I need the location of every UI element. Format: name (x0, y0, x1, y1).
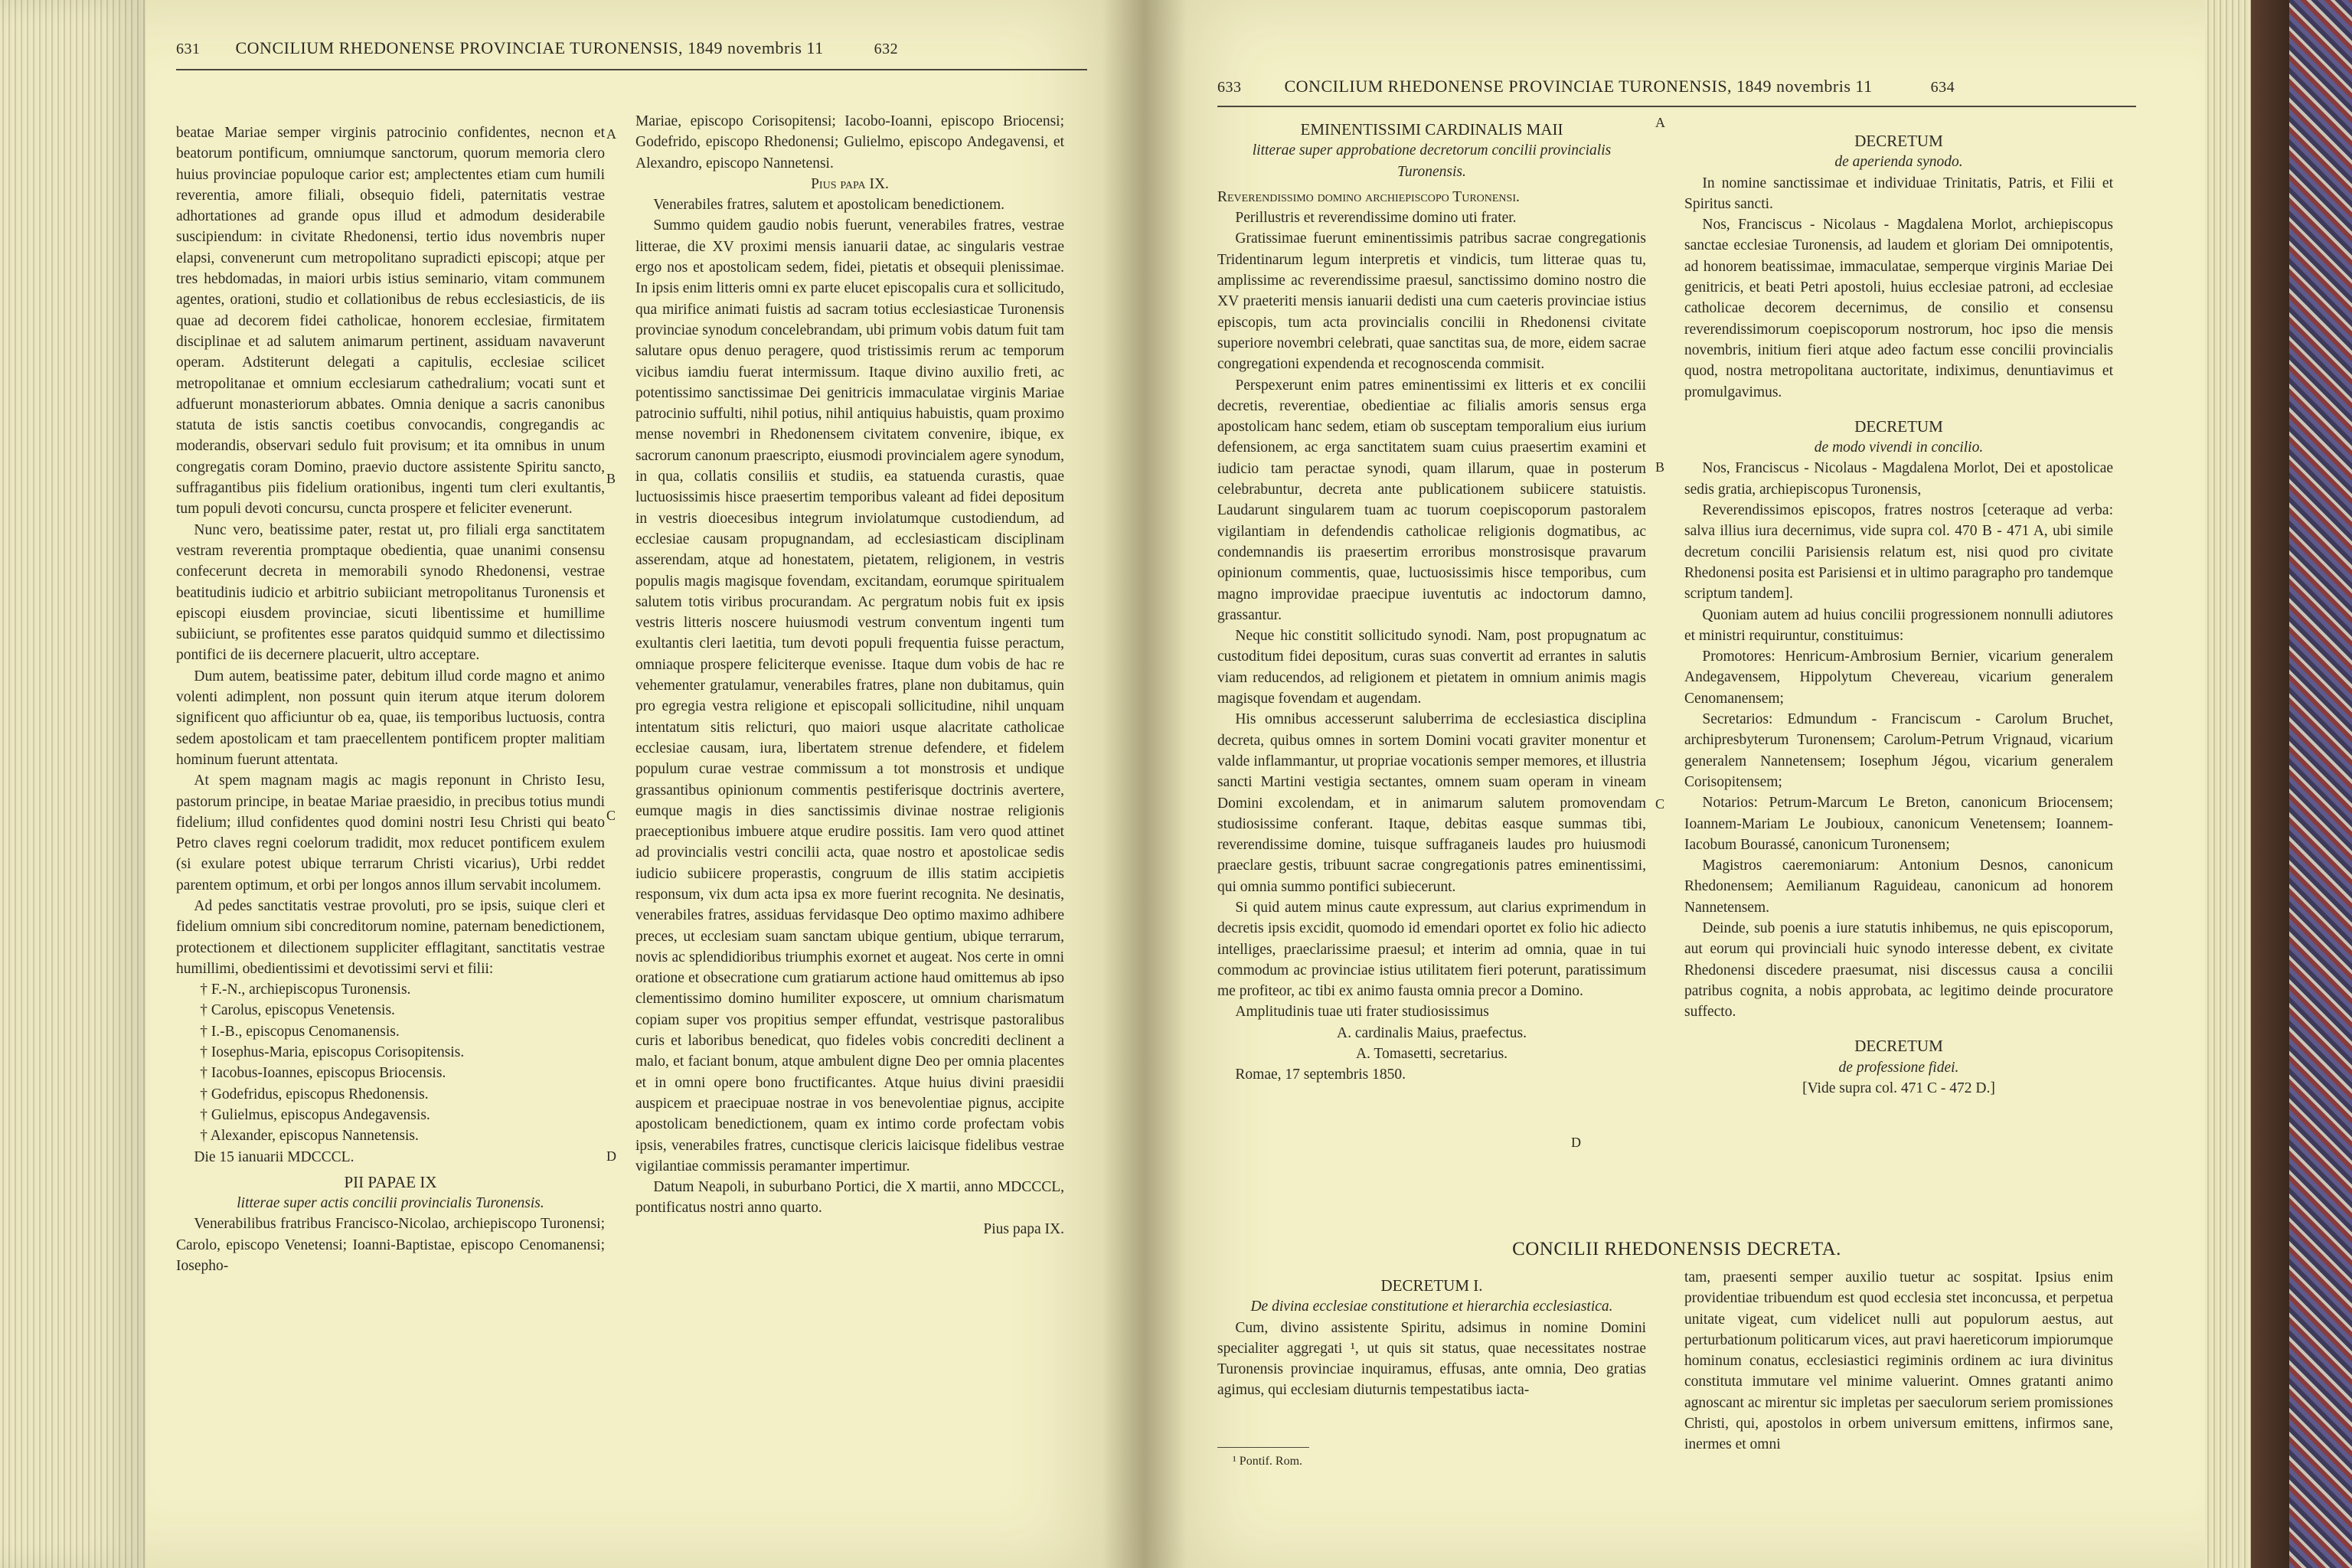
decretum-heading: DECRETUM I. (1380, 1276, 1483, 1295)
paragraph: Nos, Franciscus - Nicolaus - Magdalena Morlot, archiepiscopus sanctae ecclesiae Turonensis, ad laudem et gloriam Dei omnipotentis, ad honorem beatissimae, immaculatae, semperque virginis Mariae Dei genitricis, et beati Petri apostoli, huius ecclesiae patroni, ad ecclesiae catholicae decorem decernimus, de consilio et consensu reverendissimorum coepiscoporum nostrorum, hoc ipso die mensis novembris, initium fieri atque adeo factum esse concilii provincialis quod, nostra metropolitana auctoritate, indiximus, denuntiavimus et promulgavimus. (1684, 217, 2113, 400)
margin-marker: D (1571, 1135, 1581, 1150)
footnote: ¹ Pontif. Rom. (1233, 1455, 1303, 1468)
paragraph: Si quid autem minus caute expressum, aut clarius exprimendum in decretis ipsis excidit, quomodo id emendari oportet ex folio hic adiecto intelliges, praeclarissime praesul; et interim ad omnia, quae in tui commodum ac provinciae istius utilitatem fieri poterunt, paratissimum me profiteor, ac tibi ex animo fausta omnia precor a Domino. (1217, 899, 1646, 1000)
decreta-heading-block (1217, 1233, 2136, 1264)
decretum-heading: DECRETUM (1854, 132, 1943, 150)
decreta-heading: CONCILII RHEDONENSIS DECRETA. (1512, 1239, 1841, 1259)
paragraph: Deinde, sub poenis a iure statutis inhibemus, ne quis episcoporum, aut eorum qui provinciali huic synodo interesse debent, ex civitate Rhedonensi discedere praesumat, nisi discessus causa a concilii patribus cognita, a nobis approbata, ac legitimo deinde procuratore suffecto. (1684, 920, 2113, 1021)
left-header (176, 38, 898, 58)
section-subheading: litterae super actis concilii provincialis Turonensis. (237, 1195, 544, 1212)
header-rule (176, 69, 1087, 70)
header-rule (1217, 106, 2136, 107)
right-page-edges (2205, 0, 2251, 1568)
paragraph: Perillustris et reverendissime domino uti frater. (1235, 210, 1517, 227)
left-page-edges (0, 0, 145, 1568)
margin-marker: C (606, 808, 616, 823)
right-column-d (1684, 126, 2113, 1099)
cross-reference: [Vide supra col. 471 C - 472 D.] (1802, 1080, 1995, 1097)
right-page (1141, 0, 2205, 1568)
left-column-b (635, 111, 1064, 1240)
decretum-subheading: de modo vivendi in concilio. (1814, 439, 1984, 456)
decretum-i-block (1217, 1271, 1646, 1401)
paragraph: Magistros caeremoniarum: Antonium Desnos, canonicum Rhedonensem; Aemilianum Raguideau, canonicum ad honorem Nannetensem. (1684, 858, 2113, 916)
decretum-heading: DECRETUM (1854, 1037, 1943, 1056)
left-column-a (176, 122, 605, 1276)
decretum-heading: DECRETUM (1854, 416, 1943, 436)
right-header (1217, 77, 1955, 96)
date-line: Die 15 ianuarii MDCCCL. (194, 1148, 354, 1165)
patterned-cloth (2289, 0, 2352, 1568)
decretum-subheading: de professione fidei. (1838, 1059, 1959, 1076)
paragraph: Mariae, episcopo Corisopitensi; Iacobo-Ioanni, episcopo Briocensi; Godefrido, episcopo Rhedonensi; Gulielmo, episcopo Andegavensi, et Alexandro, episcopo Nannetensi. (635, 113, 1064, 172)
paragraph: Dum autem, beatissime pater, debitum illud corde magno et animo volenti adimplent, non possunt quin iterum atque iterum dolorem significent quo afficiuntur ob ea, quae, iis temporibus luctuosis, contra sedem apostolicam et tam praecellentem pontificem propter malitiam hominum fuerunt attentata. (176, 668, 605, 768)
paragraph: Nunc vero, beatissime pater, restat ut, pro filiali erga sanctitatem vestram reverentia promptaque obedientia, quae unanimi consensu confecerunt decreta in memorabili synodo Rhedonensi, vestrae beatitudinis iudicio et arbitrio subiiciant metropolitanus Turonensis et episcopi eiusdem provinciae, sicuti libentissime et humillime subiiciunt, se profitentes esse paratos quidquid summo et dilectissimo pontifici de iis decernere placuerit, ultro acceptare. (176, 521, 605, 664)
paragraph: Nos, Franciscus - Nicolaus - Magdalena Morlot, Dei et apostolicae sedis gratia, archiepiscopus Turonensis, (1684, 460, 2113, 498)
paragraph: Summo quidem gaudio nobis fuerunt, venerabiles fratres, vestrae litterae, die XV proximi mensis ianuarii datae, ac singularis vestrae ergo nos et apostolicam sedem, fidei, pietatis et obsequii plenissimae. In ipsis enim litteris omni ex parte elucet episcopalis cura et sollicitudo, qua mirifice animati fuistis ad sacram totius ecclesiasticae Turonensis provinciae synodum concelebrandam, ubi primum vobis datum fuit tam salutare opus denuo peragere, quod tristissimis rerum ac temporum vicibus iamdiu fuerat intermissum. Itaque divino auxilio freti, ac potentissimo sanctissimae Dei genitricis immaculatae virginis Mariae patrocinio suffulti, nihil potius, nihil antiquius habuistis, quam proximo mense novembri in Rhedonensem civitatem convenire, ibique, ex sacrorum canonum praescripto, eiusmodi provincialem agere synodum, in qua, collatis consiliis et studiis, ea statuenda curastis, quae luctuosissimis hisce praesertim temporibus valeant ad fidei depositum in vestris dioecesibus integrum inviolatumque custodiendum, ad ecclesiae causam propugnandam, ad ecclesiasticam disciplinam asserendam, atque ad honestatem, pietatem, religionem, in vestris populis magis magisque fovendam, excitandam, eorumque spiritualem salutem totis viribus procurandam. Ac pergratum nobis fuit ex ipsis vestris litteris noscere huiusmodi vestrum conventum ingenti tum exultantis cleri laetitia, tum devoti populi frequentia fuisse peractum, omniaque prospere feliciterque evenisse. Itaque dum vobis de hac re vehementer gratulamur, venerabiles fratres, plane non dubitamus, quin pro egregia vestra religione et episcopali sollicitudine, nihil unquam intentatum sitis relicturi, quo maiori usque alacritate catholicae ecclesiae causam, iura, libertatem strenue defendere, et fidelem populum curae vestrae commissum a tot monstrosis et undique grassantibus opinionum commentis pestiferisque doctrinis avertere, eumque magis in dies sanctissimis divinae nostrae religionis praeceptionibus imbuere atque erudire possitis. Iam vero quod attinet ad provincialis vestri concilii acta, quae nostro et apostolicae sedis iudicio subiicere properastis, congruum de illis statim accipietis responsum, vix dum acta ipsa ex more fuerint recognita. Ne desinatis, venerabiles fratres, assiduas fervidasque Deo optimo maximo adhibere preces, ut ecclesiam suam sanctam ubique gentium, ubique terrarum, novis ac splendidioribus triumphis exornet et augeat. Nos certe in omni oratione et obsecratione cum gratiarum actione haud omittemus ab ipso clementissimo domino humiliter exposcere, ut omnium charismatum copiam super vos propitius semper effundat, vestrisque pastoralibus curis et laboribus benedicat, quo fideles vobis concrediti declinent a malo, et faciant bonum, atque ambulent digne Deo per omnia placentes et in omni opere bono fructificantes. Atque huius divini praesidii auspicem et praecipuae nostrae in vos benevolentiae pignus, accipite apostolicam benedictionem, quam ex intimo corde profectam vobis ipsis, venerabiles fratres, cunctisque clericis laicisque fidelibus vestrae vigilantiae commissis peramanter impertimur. (635, 217, 1064, 1174)
signatory: † Godefridus, episcopus Rhedonensis. (200, 1086, 429, 1102)
column-number-634: 634 (1930, 79, 1955, 96)
paragraph: In nomine sanctissimae et individuae Trinitatis, Patris, et Filii et Spiritus sancti. (1684, 175, 2113, 212)
signature: Pius papa IX. (983, 1220, 1064, 1237)
running-title: CONCILIUM RHEDONENSE PROVINCIAE TURONENSIS, 1849 novembris 11 (1284, 77, 1873, 96)
signatory: † Iosephus-Maria, episcopus Corisopitensis. (200, 1044, 465, 1061)
paragraph: Promotores: Henricum-Ambrosium Bernier, vicarium generalem Andegavensem, Hippolytum Chevereau, vicarium generalem Cenomanensem; (1684, 648, 2113, 707)
decretum-subheading: De divina ecclesiae constitutione et hierarchia ecclesiastica. (1250, 1298, 1613, 1315)
paragraph: Quoniam autem ad huius concilii progressionem nonnulli adiutores et ministri requiruntur, constituimus: (1684, 606, 2113, 644)
addressee: Reverendissimo domino archiepiscopo Turonensi. (1217, 188, 1520, 205)
paragraph: beatae Mariae semper virginis patrocinio confidentes, necnon et beatorum pontificum, omniumque sanctorum, quorum memoria clero huius provinciae populoque carior est; amplectentes etiam cum humili reverentia, amore filiali, obsequio fideli, paternitatis vestrae adhortationes ad grande opus illud et admodum desiderabile suscipiendum: in civitate Rhedonensi, tertio idus novembris nuper elapsi, convenerunt cum metropolitano supradicti episcopi; atque per tres hebdomadas, in maiori urbis istius seminario, vitam communem agentes, orationi, studio et collationibus de rebus ecclesiasticis, de iis quae ad decorem fidei catholicae, honorem ecclesiae, firmitatem disciplinae et ad salutem animarum pertinent, assiduam navaverunt operam. Adstiterunt delegati a capitulis, ecclesiae scilicet metropolitanae et omnium ecclesiarum cathedralium; vocati sunt et adfuerunt monasteriorum abbates. Omnia denique a sacris canonibus statuta de istis sanctis coetibus convocandis, congregandis ac moderandis, observari sedulo fuit provisum; et ita omnibus in unum congregatis coram Domino, praevio ductore assistente Spiritu sancto, suffragantibus piis fidelium orationibus, ingenti tum cleri exultantis, tum populi devoti concursu, cuncta prospere et feliciter evenerunt. (176, 125, 605, 518)
decretum-subheading: de aperienda synodo. (1834, 154, 1963, 171)
paragraph: tam, praesenti semper auxilio tuetur ac sospitat. Ipsius enim providentiae tribuendum est quod ecclesia stet inconcussa, et perpetua unitate vigeat, cum videlicet nulli aut populorum aestus, aut perturbationum politicarum vices, aut pravi haereticorum impiorumque hominum conatus, ecclesiastici regiminis ordinem ac iura divinitus constituta immutare vel minime valuerint. Omnes gratanti animo agnoscant ac mirentur sic impletas per saeculorum seriem promissiones Christi, qui, apostolos in orbem universum emittens, infirmos sane, inermes et omni (1684, 1269, 2113, 1453)
column-number-633: 633 (1217, 79, 1242, 96)
paragraph: Notarios: Petrum-Marcum Le Breton, canonicum Briocensem; Ioannem-Mariam Le Joubioux, canonicum Venetensem; Ioannem-Iacobum Bourassé, canonicum Turonensem; (1684, 795, 2113, 853)
signature-heading: Pius papa IX. (811, 175, 889, 192)
paragraph: Cum, divino assistente Spiritu, adsimus in nomine Domini specialiter aggregati ¹, ut quis sit status, quae necessitates nostrae Turonensis provinciae inquiramus, effusas, ante omnia, Deo gratias agimus, qui ecclesiam diuturnis tempestatibus iacta- (1217, 1319, 1646, 1399)
signatory: † Carolus, episcopus Venetensis. (200, 1002, 395, 1019)
section-subheading: litterae super approbatione decretorum concilii provincialis Turonensis. (1252, 142, 1612, 180)
paragraph: Neque hic constitit sollicitudo synodi. Nam, post propugnatum ac custoditum fidei depositum, curas suas convertit ad errantes in salutis viam reducendos, ad religionem et pietatem in omnium animis magis magisque fovendam et augendam. (1217, 628, 1646, 707)
section-heading: EMINENTISSIMI CARDINALIS MAII (1300, 120, 1563, 139)
column-number-632: 632 (874, 41, 899, 57)
salutation: Venerabiles fratres, salutem et apostolicam benedictionem. (653, 197, 1005, 214)
margin-marker: C (1655, 796, 1665, 812)
margin-marker: D (606, 1148, 616, 1164)
footnote-rule (1217, 1447, 1309, 1448)
paragraph: His omnibus accesserunt saluberrima de ecclesiastica disciplina decreta, quibus omnes in sortem Domini vocati graviter monentur et valde inflammantur, ut propriae vocationis semper memores, et illustria sancti Martini vestigia sectantes, omnem suam operam in vineam Domini excolendam, et in animarum salutem promovendam studiosissime conferant. Itaque, debitas easque summas tibi, reverendissime domine, tuisque suffraganeis laudes pro huiusmodi praeclare gestis, tribuunt sacrae congregationis patres eminentissimi, qui omnia summo pontifici subiecerunt. (1217, 711, 1646, 895)
column-number-631: 631 (176, 41, 201, 57)
date-line: Romae, 17 septembris 1850. (1235, 1067, 1406, 1083)
margin-marker: B (1655, 459, 1665, 475)
section-heading: PII PAPAE IX (344, 1172, 437, 1191)
right-column-c (1217, 115, 1646, 1086)
paragraph: Secretarios: Edmundum - Franciscum - Carolum Bruchet, archipresbyterum Turonensem; Carolum-Petrum Vrignaud, vicarium generalem Nannetensem; Iosephum Jégou, vicarium generalem Corisopitensem; (1684, 711, 2113, 790)
signatory: † I.-B., episcopus Cenomanensis. (200, 1023, 400, 1040)
margin-marker: B (606, 471, 616, 486)
signature-line: A. cardinalis Maius, praefectus. (1337, 1024, 1527, 1041)
margin-marker: A (606, 126, 616, 142)
signatory: † Gulielmus, episcopus Andegavensis. (200, 1106, 430, 1123)
margin-marker: A (1655, 115, 1665, 130)
closing-line: Amplitudinis tuae uti frater studiosissimus (1235, 1004, 1489, 1021)
paragraph: Perspexerunt enim patres eminentissimi ex litteris et ex concilii decretis, reverentiae, obedientiae ac filialis amoris sensus erga apostolicam hanc sedem, etiam ob susceptam temporalium eius iurium defensionem, ac erga sanctitatem suam cuius praesertim examini et iudicio tam peractae synodi, quam illarum, quae in posterum celebrabuntur, decreta ante publicationem subiicere statuistis. Laudarunt singularem tuam ac tuorum coepiscoporum pastoralem vigilantiam in defendendis catholicae religionis dogmatibus, ac condemnandis iis praesertim erroribus monstrosisque pravarum opinionum commentis, quae, luctuosissimis hisce temporibus, cum magno improvidae praecipue iuventutis ac indoctorum damno, grassantur. (1217, 377, 1646, 623)
signature-line: A. Tomasetti, secretarius. (1355, 1046, 1508, 1063)
signatory: † F.-N., archiepiscopus Turonensis. (200, 982, 411, 998)
book-gutter (1102, 0, 1187, 1568)
paragraph: Venerabilibus fratribus Francisco-Nicolao, archiepiscopo Turonensi; Carolo, episcopo Venetensi; Ioanni-Baptistae, episcopo Cenomanensi; Iosepho- (176, 1216, 605, 1275)
datum-line: Datum Neapoli, in suburbano Portici, die X martii, anno MDCCCL, pontificatus nostri anno quarto. (635, 1179, 1064, 1217)
paragraph: Ad pedes sanctitatis vestrae provoluti, pro se ipsis, suique cleri et fidelium omnium sibi concreditorum nomine, paternam benedictionem, protectionem et dilectionem suppliciter efflagitant, sanctitatis vestrae humillimi, obedientissimi et devotissimi servi et filii: (176, 897, 605, 977)
right-column-d-continuation (1684, 1267, 2113, 1455)
paragraph: Gratissimae fuerunt eminentissimis patribus sacrae congregationis Tridentinarum legum interpretis et vindicis, tum litterae quas tu, amplissime ac reverendissime praesul, sanctissimo domino nostro die XV praeteriti mensis ianuarii dedisti una cum caeteris provinciae istius episcopis, tum acta provincialis concilii in Rhedonensi civitate superiore novembri celebrati, quae sanctitas sua, de more, eidem sacrae congregationi expendenda et recognoscenda commisit. (1217, 230, 1646, 373)
left-page (145, 0, 1141, 1568)
paragraph: Reverendissimos episcopos, fratres nostros [ceteraque ad verba: salva illius iura decernimus, vide supra col. 470 B - 471 A, ubi simile decretum concilii Parisiensis relatum est, nisi quod pro civitate Rhedonensi posita est Parisiensi et in ultimo paragrapho pro tandemque scriptum tandem]. (1684, 502, 2113, 603)
book-cover-edge (2251, 0, 2289, 1568)
signatory: † Alexander, episcopus Nannetensis. (200, 1128, 419, 1145)
signatory: † Iacobus-Ioannes, episcopus Briocensis. (200, 1065, 446, 1082)
paragraph: At spem magnam magis ac magis reponunt in Christo Iesu, pastorum principe, in beatae Mariae praesidio, in precibus totius mundi fidelium; illud confidentes quod domini nostri Iesu Christi qui beato Petro claves regni coelorum tradidit, mox reducet pontificem exulem (si exulare potest ubique terrarum Christi vicarius), Urbi reddet parentem optimum, et orbi per longos annos illum servabit incolumem. (176, 773, 605, 893)
running-title: CONCILIUM RHEDONENSE PROVINCIAE TURONENSIS, 1849 novembris 11 (235, 38, 824, 57)
